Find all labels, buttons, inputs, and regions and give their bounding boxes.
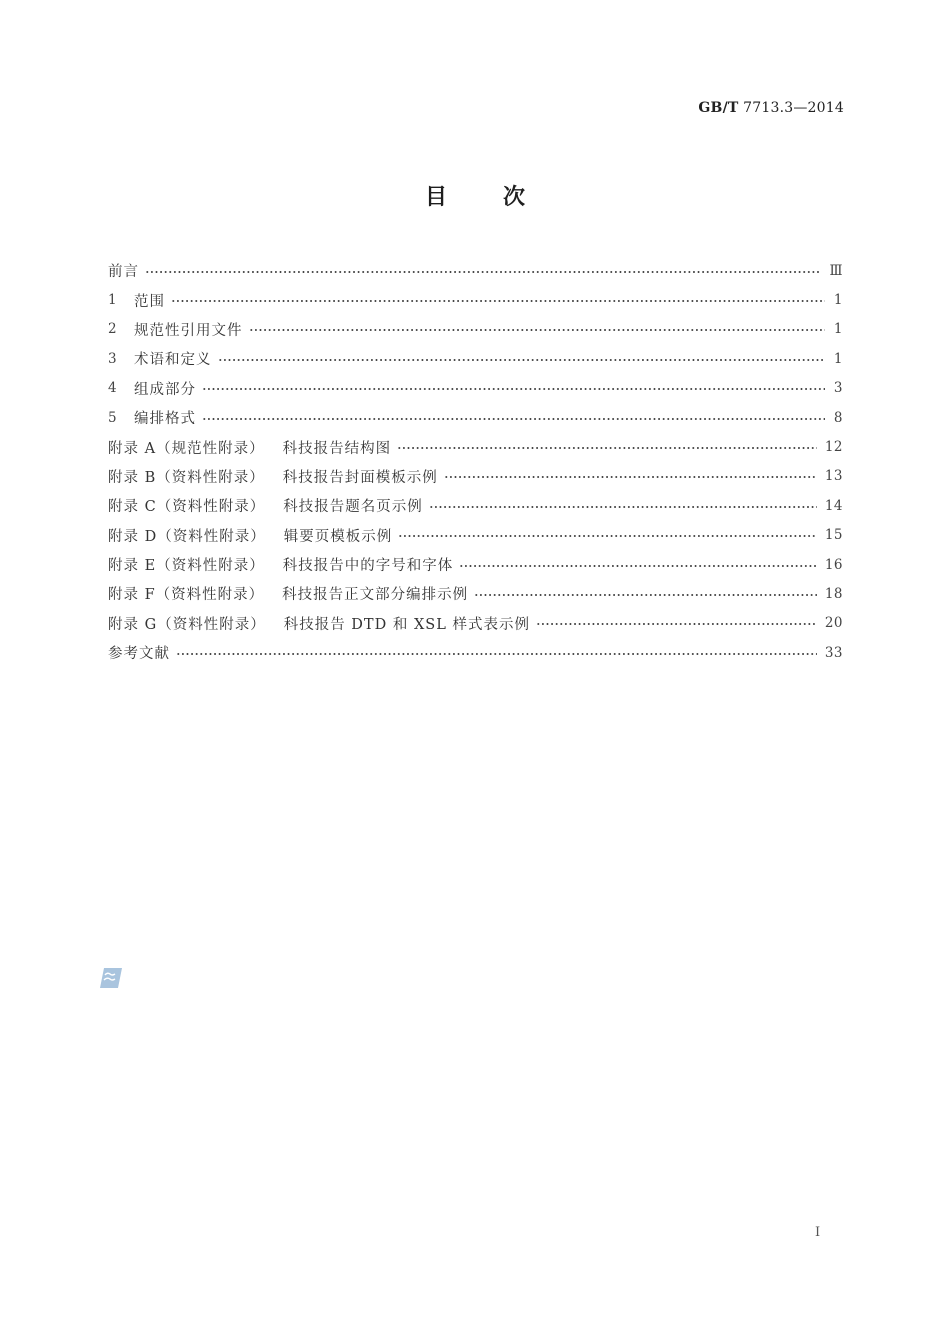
toc-entry-page: 16: [824, 556, 843, 573]
toc-entry-label: [108, 583, 468, 604]
toc-dot-leader: [249, 328, 826, 332]
toc-entry-subtitle: 科技报告封面模板示例: [282, 469, 438, 486]
toc-entry[interactable]: [108, 638, 843, 667]
toc-entry-title: 附录 C（资料性附录）: [108, 499, 266, 516]
toc-entry-page: 20: [824, 615, 843, 632]
publisher-logo-icon: [99, 966, 123, 990]
toc-entry[interactable]: [108, 521, 843, 550]
page-number: I: [815, 1225, 821, 1240]
toc-entry-title: 附录 G（资料性附录）: [108, 616, 266, 633]
toc-entry-label: [134, 407, 196, 428]
toc-entry[interactable]: [108, 285, 843, 314]
toc-entry-subtitle: 科技报告中的字号和字体: [282, 558, 454, 575]
page-title: [0, 180, 950, 211]
toc-entry-title: 附录 B（资料性附录）: [108, 469, 265, 486]
toc-entry-label: [108, 437, 391, 458]
toc-entry-title: 前言: [108, 264, 139, 281]
toc-entry-label: [134, 348, 212, 369]
toc-dot-leader: [536, 622, 817, 626]
toc-entry[interactable]: [108, 344, 843, 373]
toc-entry-label: [134, 290, 165, 311]
standard-code: [698, 100, 844, 116]
title-char-1: 目: [424, 185, 447, 210]
toc-entry-page: 1: [833, 321, 843, 338]
toc-entry-title: 组成部分: [134, 381, 196, 398]
toc-entry-number: 4: [108, 380, 118, 397]
toc-entry-subtitle: 辑要页模板示例: [283, 528, 393, 545]
toc-entry-page: 12: [824, 439, 843, 456]
toc-entry-title: 规范性引用文件: [134, 322, 243, 339]
toc-entry-page: 14: [824, 497, 843, 514]
toc-entry[interactable]: [108, 432, 843, 461]
toc-entry-title: 范围: [134, 293, 165, 310]
toc-entry-title: 附录 A（规范性附录）: [108, 440, 265, 457]
standard-prefix: GB/T: [698, 100, 739, 116]
toc-dot-leader: [459, 564, 817, 568]
toc-entry-subtitle: 科技报告 DTD 和 XSL 样式表示例: [283, 616, 530, 633]
toc-dot-leader: [171, 299, 825, 303]
toc-entry[interactable]: [108, 374, 843, 403]
toc-entry-title: 附录 D（资料性附录）: [108, 528, 266, 545]
toc-dot-leader: [397, 446, 817, 450]
toc-dot-leader: [176, 652, 817, 656]
toc-entry-subtitle: 科技报告正文部分编排示例: [282, 587, 469, 604]
table-of-contents: [108, 256, 843, 667]
toc-entry-label: [108, 642, 170, 663]
toc-entry[interactable]: [108, 579, 843, 608]
toc-entry-label: [134, 319, 243, 340]
toc-entry-page: 3: [833, 380, 843, 397]
toc-entry-page: 1: [833, 350, 843, 367]
toc-entry[interactable]: [108, 491, 843, 520]
toc-entry-title: 编排格式: [134, 411, 196, 428]
standard-number: 7713.3—2014: [743, 100, 844, 116]
toc-entry[interactable]: [108, 609, 843, 638]
toc-dot-leader: [202, 387, 825, 391]
toc-entry[interactable]: [108, 256, 843, 285]
toc-entry-page: 33: [824, 644, 843, 661]
toc-entry-number: 5: [108, 409, 118, 426]
toc-entry-page: Ⅲ: [829, 262, 843, 279]
toc-entry-title: 附录 F（资料性附录）: [108, 587, 265, 604]
toc-entry-page: 1: [833, 292, 843, 309]
toc-entry-label: [108, 495, 423, 516]
toc-entry-page: 8: [833, 409, 843, 426]
toc-entry-page: 13: [824, 468, 843, 485]
toc-entry-number: 3: [108, 350, 118, 367]
toc-entry[interactable]: [108, 550, 843, 579]
toc-entry-page: 18: [824, 585, 843, 602]
toc-entry-title: 参考文献: [108, 646, 170, 663]
toc-entry-title: 术语和定义: [134, 352, 212, 369]
toc-dot-leader: [474, 593, 817, 597]
toc-entry[interactable]: [108, 403, 843, 432]
toc-entry[interactable]: [108, 462, 843, 491]
toc-entry-label: [108, 554, 453, 575]
title-char-2: 次: [503, 185, 526, 210]
toc-dot-leader: [398, 534, 817, 538]
toc-dot-leader: [202, 417, 825, 421]
toc-dot-leader: [444, 475, 817, 479]
toc-entry-label: [134, 378, 196, 399]
toc-entry-subtitle: 科技报告题名页示例: [283, 499, 423, 516]
toc-dot-leader: [218, 358, 826, 362]
toc-entry-subtitle: 科技报告结构图: [282, 440, 392, 457]
toc-entry-number: 1: [108, 292, 118, 309]
toc-dot-leader: [145, 270, 821, 274]
toc-entry-title: 附录 E（资料性附录）: [108, 558, 265, 575]
toc-entry-label: [108, 525, 392, 546]
toc-entry-number: 2: [108, 321, 118, 338]
toc-entry-page: 15: [824, 527, 843, 544]
toc-entry-label: [108, 466, 438, 487]
toc-entry-label: [108, 613, 530, 634]
toc-entry-label: [108, 260, 139, 281]
toc-entry[interactable]: [108, 315, 843, 344]
toc-dot-leader: [429, 505, 817, 509]
